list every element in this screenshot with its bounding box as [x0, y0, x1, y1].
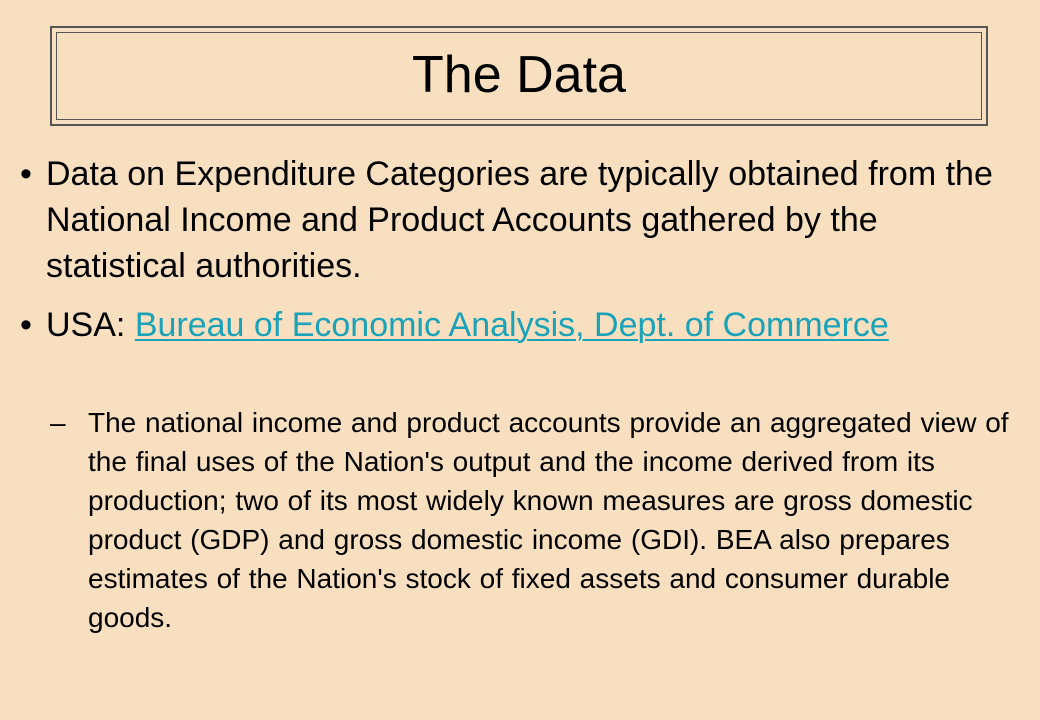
sub-bullet-text: The national income and product accounts provide an aggregated view of the final uses of the Nation's output and the income derived from its production; two of its most widely known measures are gross domestic product (GDP) and gross domestic income (GDI). BEA also prepares estimates of the Nation's stock of fixed assets and consumer durable goods.	[88, 407, 1009, 633]
bullet-expenditure-data	[20, 151, 1010, 289]
bullet-prefix: USA:	[46, 306, 135, 344]
bullet-marker: •	[20, 306, 32, 344]
sub-bullet-marker: –	[50, 407, 66, 438]
bullet-marker: •	[20, 155, 32, 193]
sub-bullet-nipa-description	[50, 403, 1010, 637]
title-inner-frame	[56, 32, 982, 120]
bullet-usa-source	[20, 302, 1010, 348]
bea-link[interactable]: Bureau of Economic Analysis, Dept. of Commerce	[134, 306, 889, 344]
title-frame	[50, 26, 988, 126]
slide-title: The Data	[412, 46, 626, 104]
bullet-text: Data on Expenditure Categories are typically obtained from the National Income and Product Accounts gathered by the statistical authorities.	[46, 155, 993, 285]
bullet-text	[46, 302, 1010, 348]
